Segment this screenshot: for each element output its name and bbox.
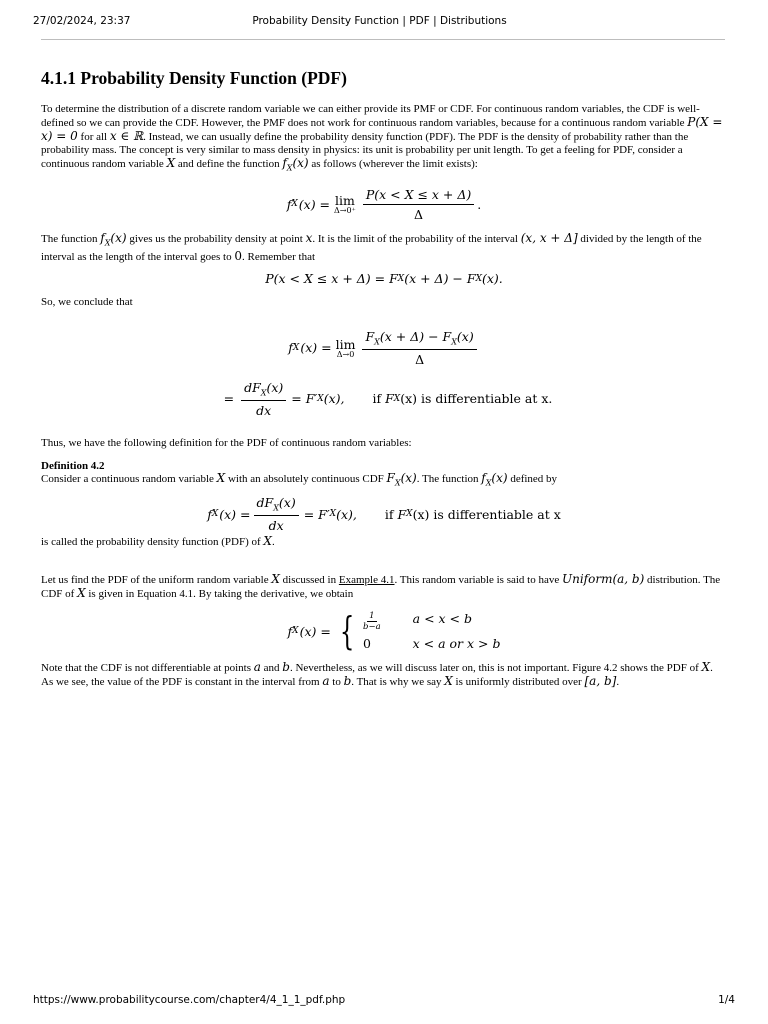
example-4-1-link[interactable]: Example 4.1 [338, 574, 395, 587]
print-page-title: Probability Density Function | PDF | Distributions [252, 15, 507, 27]
equation-pdf-limit: f X (x) = lim Δ→0⁺ $\frac{P(x < X \le x + \Delta)}{\Delta}$ . [286, 186, 482, 222]
math-inline: P(X = x) = 0 [41, 115, 723, 143]
math-inline: $f_X(x)$ [282, 156, 309, 173]
equation-uniform-pdf: f X (x) = { $\frac{1}{b-a}$ a < x < b 0 x < a or x > b [287, 609, 501, 654]
math-inline: x [305, 231, 313, 246]
intro-paragraph: To determine the distribution of a discrete random variable we can either provide its PMF or CDF. For continuous random variables, the CDF is well-defined so we can provide the CDF. However, the PMF does not work for continuous random variables, because for a continuous random variable P(X = x) = 0 for all x ∈ ℝ. Instead, we can usually define the probability density function (PDF). The PDF is the density of probability rather than the probability mass. The concept is very similar to mass density in physics: its unit is probability per unit length. To get a feeling for PDF, consider a continuous random variable X and define the function $f_X(x)$ as follows (wherever the limit exists): [41, 103, 723, 173]
definition-text: Consider a continuous random variable X with an absolutely continuous CDF $F_X(x)$. The function $f_X(x)$ defined by [41, 470, 558, 488]
math-inline: X [166, 156, 176, 170]
paragraph-interval: The function $f_X(x)$ gives us the probability density at point x. It is the limit of the probability of the interval (x, x + Δ] divided by the length of the interval as the length of the interval goes to 0. Remember that [41, 231, 702, 263]
print-url: https://www.probabilitycourse.com/chapter4/4_1_1_pdf.php [33, 994, 346, 1006]
paragraph-conclude: So, we conclude that [41, 295, 133, 308]
definition-box [41, 460, 727, 549]
equation-definition: f X (x) = $\frac{dF_X(x)}{dx}$ = F′ X (x), if F X (x) is differentiable at x [207, 495, 561, 533]
equation-derivative: = $\frac{dF_X(x)}{dx}$ = F′ X (x), if F X (x) is differentiable at x. [223, 380, 553, 418]
math-inline: 0 [234, 248, 242, 263]
equation-limit-difference: f X (x) = lim Δ→0 $\frac{F_X(x + \Delta) - F_X(x)}{\Delta}$ [41, 331, 727, 365]
paragraph-uniform-example: Let us find the PDF of the uniform random variable X discussed in Example 4.1. This random variable is said to have Uniform(a, b) distribution. The CDF of X is given in Equation 4.1. By taking the derivative, we obtain [41, 572, 721, 601]
page-number: 1/4 [718, 994, 735, 1006]
print-datetime: 27/02/2024, 23:37 [33, 15, 131, 27]
definition-label: Definition 4.2 [41, 459, 105, 472]
paragraph-uniform-note: Note that the CDF is not differentiable at points a and b. Nevertheless, as we will discuss later on, this is not important. Figure 4.2 shows the PDF of X. As we see, the value of the PDF is constant in the interval from a to b. That is why we say X is uniformly distributed over [a, b]. [41, 660, 713, 689]
equation-cdf-difference: P(x < X ≤ x + Δ) = F X (x + Δ) − F X (x). [265, 271, 503, 287]
section-heading: 4.1.1 Probability Density Function (PDF) [41, 68, 347, 88]
definition-conclusion: is called the probability density function (PDF) of X. [41, 534, 275, 549]
main-content [41, 68, 727, 689]
paragraph-definition-intro: Thus, we have the following definition for the PDF of continuous random variables: [41, 436, 412, 449]
math-inline: $f_X(x)$ [100, 231, 127, 248]
math-inline: x ∈ ℝ [109, 129, 144, 143]
header-divider [41, 39, 725, 40]
math-inline: (x, x + Δ] [520, 231, 578, 246]
